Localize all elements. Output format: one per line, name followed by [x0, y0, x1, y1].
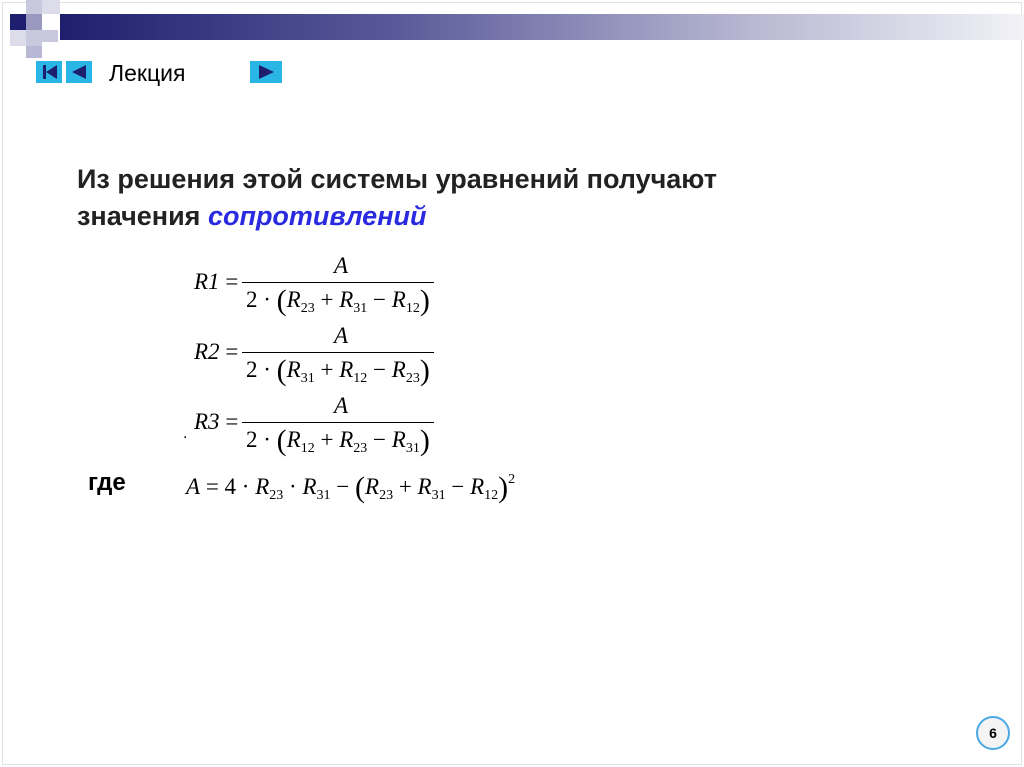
skip-first-icon — [36, 61, 62, 83]
arrow-left-icon — [66, 61, 92, 83]
corner-square-navy — [10, 14, 26, 30]
formula-numerator: A — [333, 253, 349, 278]
formula-lhs: R1 — [194, 269, 220, 294]
corner-square-light — [42, 30, 58, 42]
formula-lhs: R2 — [194, 339, 220, 364]
corner-square-mid — [26, 30, 42, 46]
slide-frame — [2, 2, 1022, 765]
heading-line-2: значения сопротивлений — [77, 201, 427, 231]
corner-square-light — [26, 14, 42, 30]
header-gradient-bar — [60, 14, 1024, 40]
corner-square-light — [42, 0, 60, 14]
heading-line-1: Из решения этой системы уравнений получают — [77, 164, 717, 194]
arrow-right-icon — [250, 61, 282, 83]
formula-r3: R3 = A $2 \cdot (R_{12} + R_{23} - R_{31})$ — [194, 393, 454, 463]
fraction-bar — [242, 422, 434, 423]
formula-lhs: R3 — [194, 409, 220, 434]
fraction-bar — [242, 352, 434, 353]
formula-denominator: $2 \cdot (R_{12} + R_{23} - R_{31})$ — [246, 424, 430, 457]
previous-slide-button[interactable] — [66, 61, 92, 83]
accent-word: сопротивлений — [207, 201, 427, 231]
next-slide-button[interactable] — [250, 61, 282, 83]
lecture-title: Лекция — [109, 60, 186, 86]
formula-denominator: $2 \cdot (R_{31} + R_{12} - R_{23})$ — [246, 354, 430, 387]
formula-denominator: $2 \cdot (R_{23} + R_{31} - R_{12})$ — [246, 284, 430, 317]
formula-numerator: A — [333, 393, 349, 418]
a-definition-formula: $A = 4 \cdot R_{23} \cdot R_{31} - (R_{23} + R_{31} - R_{12})^2$ — [186, 471, 516, 504]
corner-square-mid — [26, 46, 42, 58]
page-number-badge: 6 — [976, 716, 1010, 750]
first-slide-button[interactable] — [36, 61, 62, 83]
stray-dot: . — [183, 425, 188, 442]
corner-square-light — [10, 30, 26, 46]
where-label: где — [88, 469, 126, 496]
formula-r2: R2 = A $2 \cdot (R_{31} + R_{12} - R_{23})$ — [194, 323, 454, 393]
formula-numerator: A — [333, 323, 349, 348]
fraction-bar — [242, 282, 434, 283]
slide-heading — [77, 161, 877, 235]
formula-r1: R1 = A $2 \cdot (R_{23} + R_{31} - R_{12})$ — [194, 253, 454, 323]
